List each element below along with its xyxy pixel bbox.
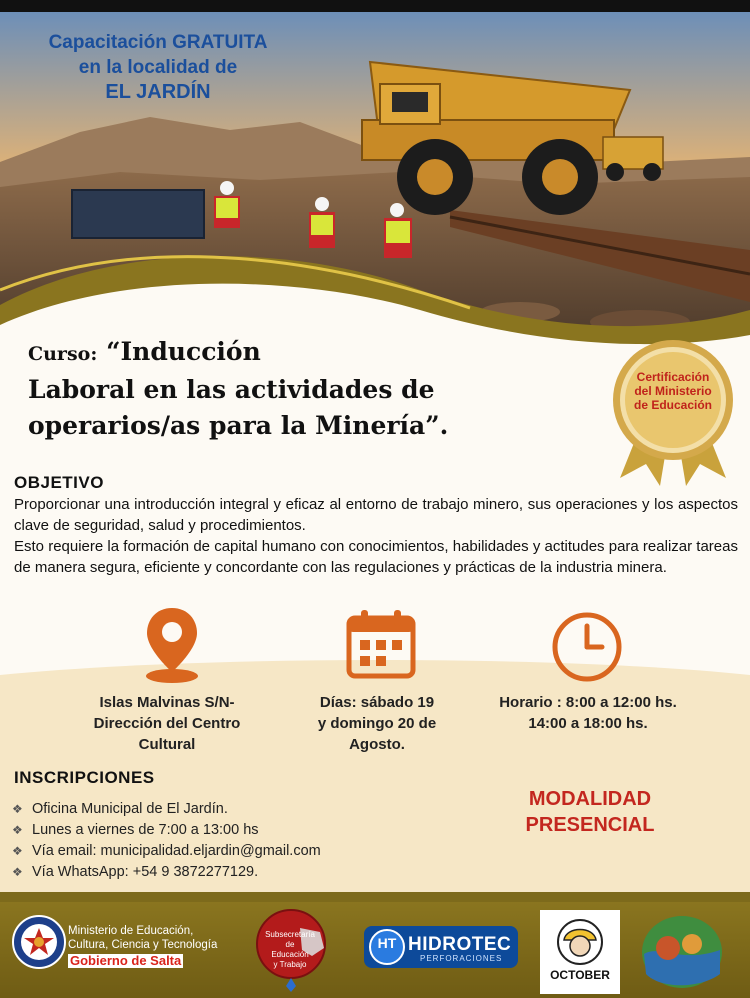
subsecretaria-text [258, 930, 322, 970]
ministry-line-1: Ministerio de Educación, [68, 925, 194, 937]
objetivo-text [14, 494, 738, 578]
salta-shield-logo-icon [12, 912, 66, 982]
subsec-line-1: Subsecretaría [265, 930, 315, 939]
inscripciones-title: INSCRIPCIONES [14, 768, 155, 787]
ministry-line-2: Cultura, Ciencia y Tecnología [68, 939, 218, 951]
days-text [292, 692, 462, 755]
schedule-line-2: 14:00 a 18:00 hs. [528, 715, 648, 732]
list-item: ❖ Vía WhatsApp: +54 9 3872277129. [12, 862, 321, 883]
modalidad-line-1: MODALIDAD [528, 788, 652, 810]
seal-line-3: de Educación [633, 398, 713, 412]
bullet-icon: ❖ [12, 802, 23, 816]
course-prefix: Curso: [28, 343, 98, 365]
modalidad-line-2: PRESENCIAL [525, 814, 655, 836]
course-line-1: “Inducción [106, 337, 261, 366]
days-line-2: y domingo 20 de [317, 715, 437, 732]
days-line-3: Agosto. [349, 736, 405, 753]
ministry-text [68, 924, 238, 969]
government-label: Gobierno de Salta [70, 953, 182, 968]
hero-line-3: EL JARDÍN [105, 81, 211, 103]
october-name: OCTOBER [550, 968, 610, 982]
top-bar [0, 0, 750, 12]
objetivo-paragraph-1: Proporcionar una introducción integral y eficaz al entorno de trabajo minero, sus operaciones y los aspectos clave de seguridad, salud y procedimientos. [14, 496, 738, 534]
location-text [62, 692, 272, 755]
bullet-icon: ❖ [12, 844, 23, 858]
list-item: ❖ Lunes a viernes de 7:00 a 13:00 hs [12, 820, 321, 841]
location-line-3: Cultural [138, 736, 196, 753]
hidrotec-mark: HT [377, 935, 397, 951]
schedule-line-1: Horario : 8:00 a 12:00 hs. [499, 694, 677, 711]
bullet-icon: ❖ [12, 865, 23, 879]
calendar-icon [345, 608, 417, 680]
hero-title [18, 30, 298, 105]
location-pin-icon [142, 606, 202, 686]
subsec-line-2: de [285, 940, 295, 949]
course-line-2: Laboral en las actividades de [28, 375, 435, 404]
seal-line-2: del Ministerio [634, 384, 712, 398]
location-line-2: Dirección del Centro [93, 715, 241, 732]
hidrotec-name: HIDROTEC [408, 934, 512, 955]
hero-line-2: en la localidad de [78, 57, 238, 78]
hero-line-1: Capacitación GRATUITA [48, 32, 268, 53]
inscripciones-list [12, 799, 321, 883]
clock-icon [550, 610, 624, 684]
bullet-icon: ❖ [12, 823, 23, 837]
location-line-1: Islas Malvinas S/N- [99, 694, 235, 711]
seal-text [617, 370, 729, 412]
hidrotec-subtitle: PERFORACIONES [420, 954, 503, 963]
course-line-3: operarios/as para la Minería”. [28, 411, 449, 440]
list-item: ❖ Vía email: municipalidad.eljardin@gmail.com [12, 841, 321, 862]
subsec-line-3: Educación [271, 950, 309, 959]
list-item: ❖ Oficina Municipal de El Jardín. [12, 799, 321, 820]
seal-line-1: Certificación [636, 370, 710, 384]
certification-seal-icon [608, 338, 738, 488]
schedule-text [478, 692, 698, 734]
days-line-1: Días: sábado 19 [319, 694, 435, 711]
course-title [28, 334, 588, 444]
modalidad-label [490, 786, 690, 838]
objetivo-title: OBJETIVO [14, 473, 104, 492]
objetivo-paragraph-2: Esto requiere la formación de capital humano con conocimientos, habilidades y actitudes para realizar tareas de manera segura, eficiente y concordante con las regulaciones y prácticas de la industria minera. [14, 538, 738, 576]
el-jardin-logo-icon [640, 914, 724, 990]
subsec-line-4: y Trabajo [273, 960, 307, 969]
